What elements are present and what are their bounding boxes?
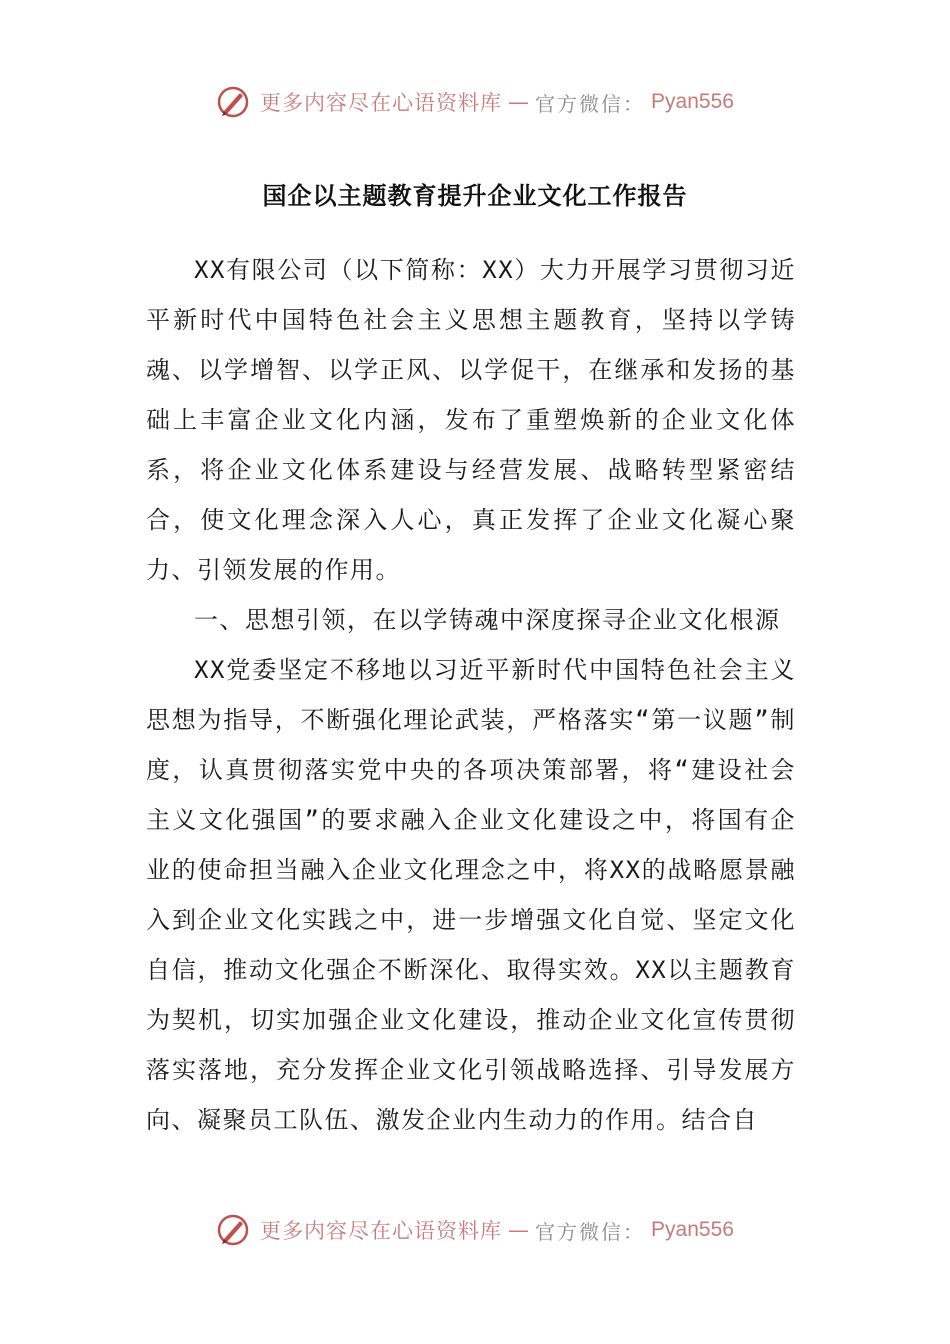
banner-wechat-label: 官方微信： — [535, 91, 646, 116]
pen-logo-icon — [216, 85, 250, 119]
paragraph-section-1: XX党委坚定不移地以习近平新时代中国特色社会主义思想为指导，不断强化理论武装，严格落实“第一议题”制度，认真贯彻落实党中央的各项决策部署，将“建设社会主义文化强国”的要求融入企业文化建设之中，将国有企业的使命担当融入企业文化理念之中，将XX的战略愿景融入到企业文化实践之中，进一步增强文化自觉、坚定文化自信，推动文化强企不断深化、取得实效。XX以主题教育为契机，切实加强企业文化建设，推动企业文化宣传贯彻落实落地，充分发挥企业文化引领战略选择、引导发展方向、凝聚员工队伍、激发企业内生动力的作用。结合自 — [146, 656, 796, 1134]
document-body — [146, 245, 796, 1145]
paragraph-intro: XX有限公司（以下简称：XX）大力开展学习贯彻习近平新时代中国特色社会主义思想主题教育，坚持以学铸魂、以学增智、以学正风、以学促干，在继承和发扬的基础上丰富企业文化内涵，发布了重塑焕新的企业文化体系，将企业文化体系建设与经营发展、战略转型紧密结合，使文化理念深入人心，真正发挥了企业文化凝心聚力、引领发展的作用。 — [146, 256, 796, 584]
footer-watermark-banner — [0, 1208, 950, 1252]
banner-brand-text: 更多内容尽在心语资料库 — [260, 1219, 503, 1243]
banner-wechat-label: 官方微信： — [535, 1219, 646, 1244]
banner-wechat-id: Pyan556 — [651, 90, 734, 113]
banner-brand-text: 更多内容尽在心语资料库 — [260, 91, 503, 115]
document-title: 国企以主题教育提升企业文化工作报告 — [262, 182, 688, 210]
section-heading-1: 一、思想引领，在以学铸魂中深度探寻企业文化根源 — [194, 606, 781, 634]
banner-dash: — — [508, 1218, 530, 1242]
header-watermark-banner — [0, 80, 950, 124]
banner-wechat-id: Pyan556 — [651, 1218, 734, 1241]
pen-logo-icon — [216, 1213, 250, 1247]
banner-dash: — — [508, 90, 530, 114]
